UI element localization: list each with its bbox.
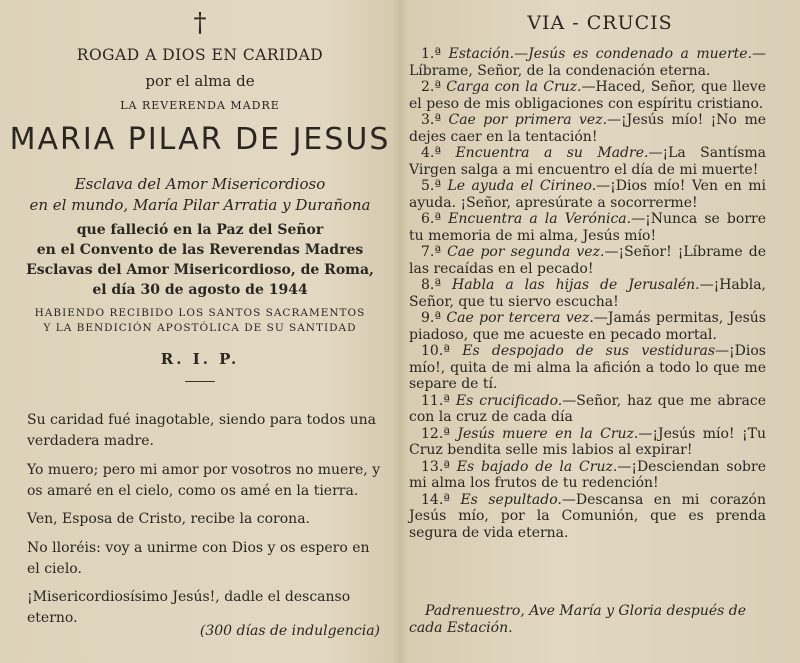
stations-list [409, 46, 766, 541]
closing-instruction: Padrenuestro, Ave María y Gloria después de cada Estación. [409, 603, 747, 636]
rip-divider [185, 381, 215, 382]
death-line-3: Esclavas del Amor Misericordioso, de Roma, [26, 262, 374, 278]
station-item: 12.ª Jesús muere en la Cruz.—¡Jesús mío! ¡Tu Cruz bendita selle mis labios al expirar! [409, 425, 766, 458]
sacraments-line-2: Y LA BENDICIÓN APOSTÓLICA DE SU SANTIDAD [43, 322, 357, 334]
death-line-1: que falleció en la Paz del Señor [76, 222, 324, 238]
via-crucis-title: VIA - CRUCIS [527, 12, 673, 34]
paragraph-no-lloreis: No lloréis: voy a unirme con Dios y os espero en el cielo. [27, 540, 370, 577]
death-line-2: en el Convento de las Reverendas Madres [36, 242, 364, 258]
paragraph-ven-esposa: Ven, Esposa de Cristo, recibe la corona. [27, 511, 310, 527]
station-item: 9.ª Cae por tercera vez.—Jamás permitas, Jesús piadoso, que me acueste en pecado mortal. [409, 310, 766, 343]
station-item: 8.ª Habla a las hijas de Jerusalén.—¡Habla, Señor, que tu siervo escucha! [409, 277, 766, 310]
indulgence-note: (300 días de indulgencia) [199, 623, 380, 639]
por-el-alma-line: por el alma de [145, 72, 255, 90]
station-item: 10.ª Es despojado de sus vestiduras—¡Dios mío!, quita de mi alma la afición a todo lo que me separe de tí. [409, 343, 766, 392]
station-item: 6.ª Encuentra a la Verónica.—¡Nunca se borre tu memoria de mi alma, Jesús mío! [409, 211, 766, 244]
rip-text: R. I. P. [160, 350, 240, 368]
station-item: 1.ª Estación.—Jesús es condenado a muerte.—Líbrame, Señor, de la condenación eterna. [409, 46, 766, 79]
esclava-line-1: Esclava del Amor Misericordioso [74, 175, 326, 193]
station-item: 3.ª Cae por primera vez.—¡Jesús mío! ¡No me dejes caer en la tentación! [409, 112, 767, 145]
station-item: 14.ª Es sepultado.—Descansa en mi corazón Jesús mío, por la Comunión, que es prenda segura de vida eterna. [409, 491, 767, 541]
deceased-name: MARIA PILAR DE JESUS [9, 122, 391, 157]
station-item: 4.ª Encuentra a su Madre.—¡La Santísma Virgen salga a mi encuentro el día de mi muerte! [409, 145, 767, 178]
reverenda-line: LA REVERENDA MADRE [120, 99, 280, 112]
cross-icon: † [193, 8, 207, 38]
paragraph-caridad: Su caridad fué inagotable, siendo para todos una verdadera madre. [27, 412, 376, 449]
station-item: 7.ª Cae por segunda vez.—¡Señor! ¡Líbrame de las recaídas en el pecado! [409, 244, 767, 277]
station-item: 2.ª Carga con la Cruz.—Haced, Señor, que lleve el peso de mis obligaciones con espíritu cristiano. [409, 79, 766, 112]
paragraph-yo-muero: Yo muero; pero mi amor por vosotros no muere, y os amaré en el cielo, como os amé en la tierra. [27, 462, 381, 499]
station-item: 11.ª Es crucificado.—Señor, haz que me abrace con la cruz de cada día [409, 392, 767, 425]
station-item: 13.ª Es bajado de la Cruz.—¡Desciendan sobre mi alma los frutos de tu redención! [409, 458, 766, 491]
rogad-line: ROGAD A DIOS EN CARIDAD [76, 46, 324, 64]
death-date-line: el día 30 de agosto de 1944 [92, 282, 308, 298]
sacraments-line-1: HABIENDO RECIBIDO LOS SANTOS SACRAMENTOS [34, 307, 366, 319]
paragraph-misericordiosisimo: ¡Misericordiosísimo Jesús!, dadle el descanso eterno. [27, 589, 351, 626]
station-item: 5.ª Le ayuda el Cirineo.—¡Dios mío! Ven en mi ayuda. ¡Señor, apresúrate a socorrerme! [409, 178, 766, 211]
esclava-line-2: en el mundo, María Pilar Arratia y Durañona [29, 196, 371, 214]
